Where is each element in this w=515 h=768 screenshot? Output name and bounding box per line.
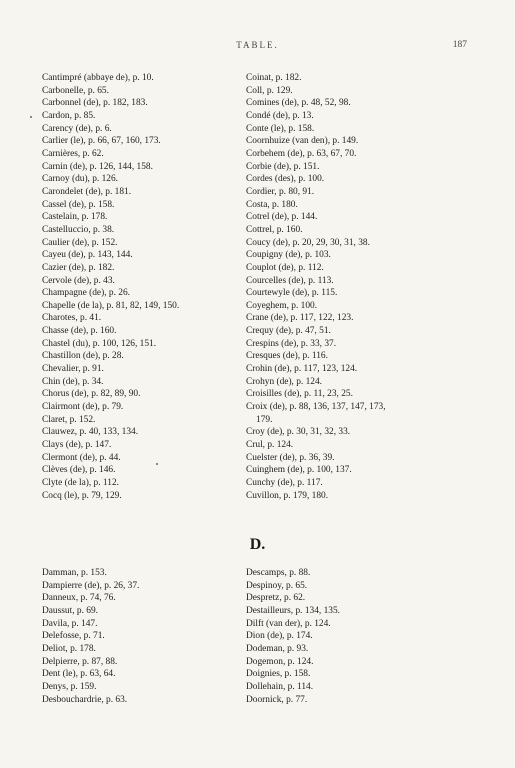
index-entry: Cunchy (de), p. 117. [246,478,323,488]
index-entry: Dogemon, p. 124. [246,656,314,667]
index-entry: Couplot (de), p. 112. [246,262,324,273]
index-entry: Conte (le), p. 158. [246,123,315,134]
index-entry: Carlier (le), p. 66, 67, 160, 173. [42,136,161,147]
index-entry: Dion (de), p. 174. [246,631,313,642]
index-entry: Deliot, p. 178. [42,643,96,654]
index-entry: Cottrel, p. 160. [246,224,303,235]
index-entry: Carbonnel (de), p. 182, 183. [42,98,148,109]
index-entry: Cassel (de), p. 158. [42,199,115,210]
index-entry: Croix (de), p. 88, 136, 137, 147, 173, [246,402,386,413]
index-entry: Doignies, p. 158. [246,669,311,680]
index-entry: Chevalier, p. 91. [42,364,104,375]
index-entry: Chastel (du), p. 100, 126, 151. [42,338,157,349]
index-entry: Crespins (de), p. 33, 37. [246,338,337,349]
index-entry: Cuinghem (de), p. 100, 137. [246,465,352,476]
index-entry: Coyeghem, p. 100. [246,300,318,311]
index-entry: Delpierre, p. 87, 88. [42,656,118,667]
index-entry: Courtewyle (de), p. 115. [246,288,338,299]
page-number: 187 [452,40,467,50]
index-entry: Courcelles (de), p. 113. [246,275,334,286]
index-entry: Castelain, p. 178. [42,212,108,223]
index-entry: Cordier, p. 80, 91. [246,186,315,197]
index-entry: Charotes, p. 41. [42,313,102,324]
index-entry: Cuelster (de), p. 36, 39. [246,452,335,463]
index-entry: Cayeu (de), p. 143, 144. [42,250,133,261]
index-entry: Claret, p. 152. [42,414,96,425]
index-entry: Caulier (de), p. 152. [42,237,118,248]
index-entry: Dampierre (de), p. 26, 37. [42,580,140,591]
index-entry: Dollehain, p. 114. [246,681,314,692]
index-entry: Clays (de), p. 147. [42,440,112,451]
index-entry: Dodeman, p. 93. [246,643,309,654]
index-entry: Damman, p. 153. [42,568,107,578]
index-entry: Delefosse, p. 71. [42,631,105,642]
index-column-d-left [42,567,139,706]
margin-speck [156,463,158,465]
index-entry: Croisilles (de), p. 11, 23, 25. [246,389,353,400]
index-entry: Clairmont (de), p. 79. [42,402,124,413]
index-entry: Croy (de), p. 30, 31, 32, 33. [246,427,351,438]
index-entry: Chasse (de), p. 160. [42,326,117,337]
index-entry: Corbie (de), p. 151. [246,161,320,172]
index-entry: Daussut, p. 69. [42,605,98,616]
index-entry: Coll, p. 129. [246,85,293,96]
index-column-c-right [246,72,386,502]
index-column-c-left [42,72,179,502]
index-entry: Condé (de), p. 13. [246,110,314,121]
index-entry: Crohin (de), p. 117, 123, 124. [246,364,358,375]
index-entry: Clauwez, p. 40, 133, 134. [42,427,139,438]
index-entry: Cardon, p. 85. [42,110,96,121]
index-entry: Desbouchardrie, p. 63. [42,694,128,705]
index-entry: Carnières, p. 62. [42,148,104,159]
index-entry: Cantimpré (abbaye de), p. 10. [42,73,154,83]
index-entry: Crane (de), p. 117, 122, 123. [246,313,354,324]
index-entry: Crequy (de), p. 47, 51. [246,326,331,337]
index-entry: Cresques (de), p. 116. [246,351,328,362]
index-entry: Cazier (de), p. 182. [42,262,115,273]
index-entry: Descamps, p. 88. [246,568,311,578]
index-entry: Clermont (de), p. 44. [42,452,121,463]
index-entry: Chastillon (de), p. 28. [42,351,124,362]
index-entry: Crul, p. 124. [246,440,294,451]
index-entry: Carnin (de), p. 126, 144, 158. [42,161,153,172]
index-entry: Chapelle (de la), p. 81, 82, 149, 150. [42,300,180,311]
index-entry: Despretz, p. 62. [246,593,306,604]
index-entry: Danneux, p. 74, 76. [42,593,116,604]
index-entry: Dilft (van der), p. 124. [246,618,331,629]
index-entry: Coornhuize (van den), p. 149. [246,136,359,147]
index-entry: Davila, p. 147. [42,618,98,629]
index-entry: Cervole (de), p. 43. [42,275,115,286]
index-entry: Destailleurs, p. 134, 135. [246,605,340,616]
margin-speck [30,116,32,118]
index-entry: Castelluccio, p. 38. [42,224,115,235]
index-entry: Despinoy, p. 65. [246,580,308,591]
index-entry: Carnoy (du), p. 126. [42,174,119,185]
index-entry: Doornick, p. 77. [246,694,308,705]
index-entry: Comines (de), p. 48, 52, 98. [246,98,351,109]
index-entry: 179. [256,414,273,425]
index-entry: Coupigny (de), p. 103. [246,250,331,261]
index-entry: Cuvillon, p. 179, 180. [246,490,329,501]
index-entry: Clyte (de la), p. 112. [42,478,119,488]
index-entry: Denys, p. 159. [42,681,97,692]
index-entry: Cordes (des), p. 100. [246,174,325,185]
index-entry: Carondelet (de), p. 181. [42,186,132,197]
index-entry: Cotrel (de), p. 144. [246,212,318,223]
index-entry: Coinat, p. 182. [246,73,302,83]
index-entry: Crohyn (de), p. 124. [246,376,323,387]
running-header: TABLE. [236,40,279,50]
index-entry: Chin (de), p. 34. [42,376,104,387]
index-entry: Coucy (de), p. 20, 29, 30, 31, 38. [246,237,370,248]
index-entry: Champagne (de), p. 26. [42,288,130,299]
index-entry: Cocq (le), p. 79, 129. [42,490,122,501]
index-entry: Carency (de), p. 6. [42,123,112,134]
index-entry: Chorus (de), p. 82, 89, 90. [42,389,141,400]
index-entry: Costa, p. 180. [246,199,298,210]
index-entry: Carbonelle, p. 65. [42,85,109,96]
index-entry: Clèves (de), p. 146. [42,465,116,476]
index-entry: Dent (le), p. 63, 64. [42,669,116,680]
index-entry: Corbehem (de), p. 63, 67, 70. [246,148,357,159]
section-letter-d: D. [249,536,266,553]
index-column-d-right [246,567,340,706]
